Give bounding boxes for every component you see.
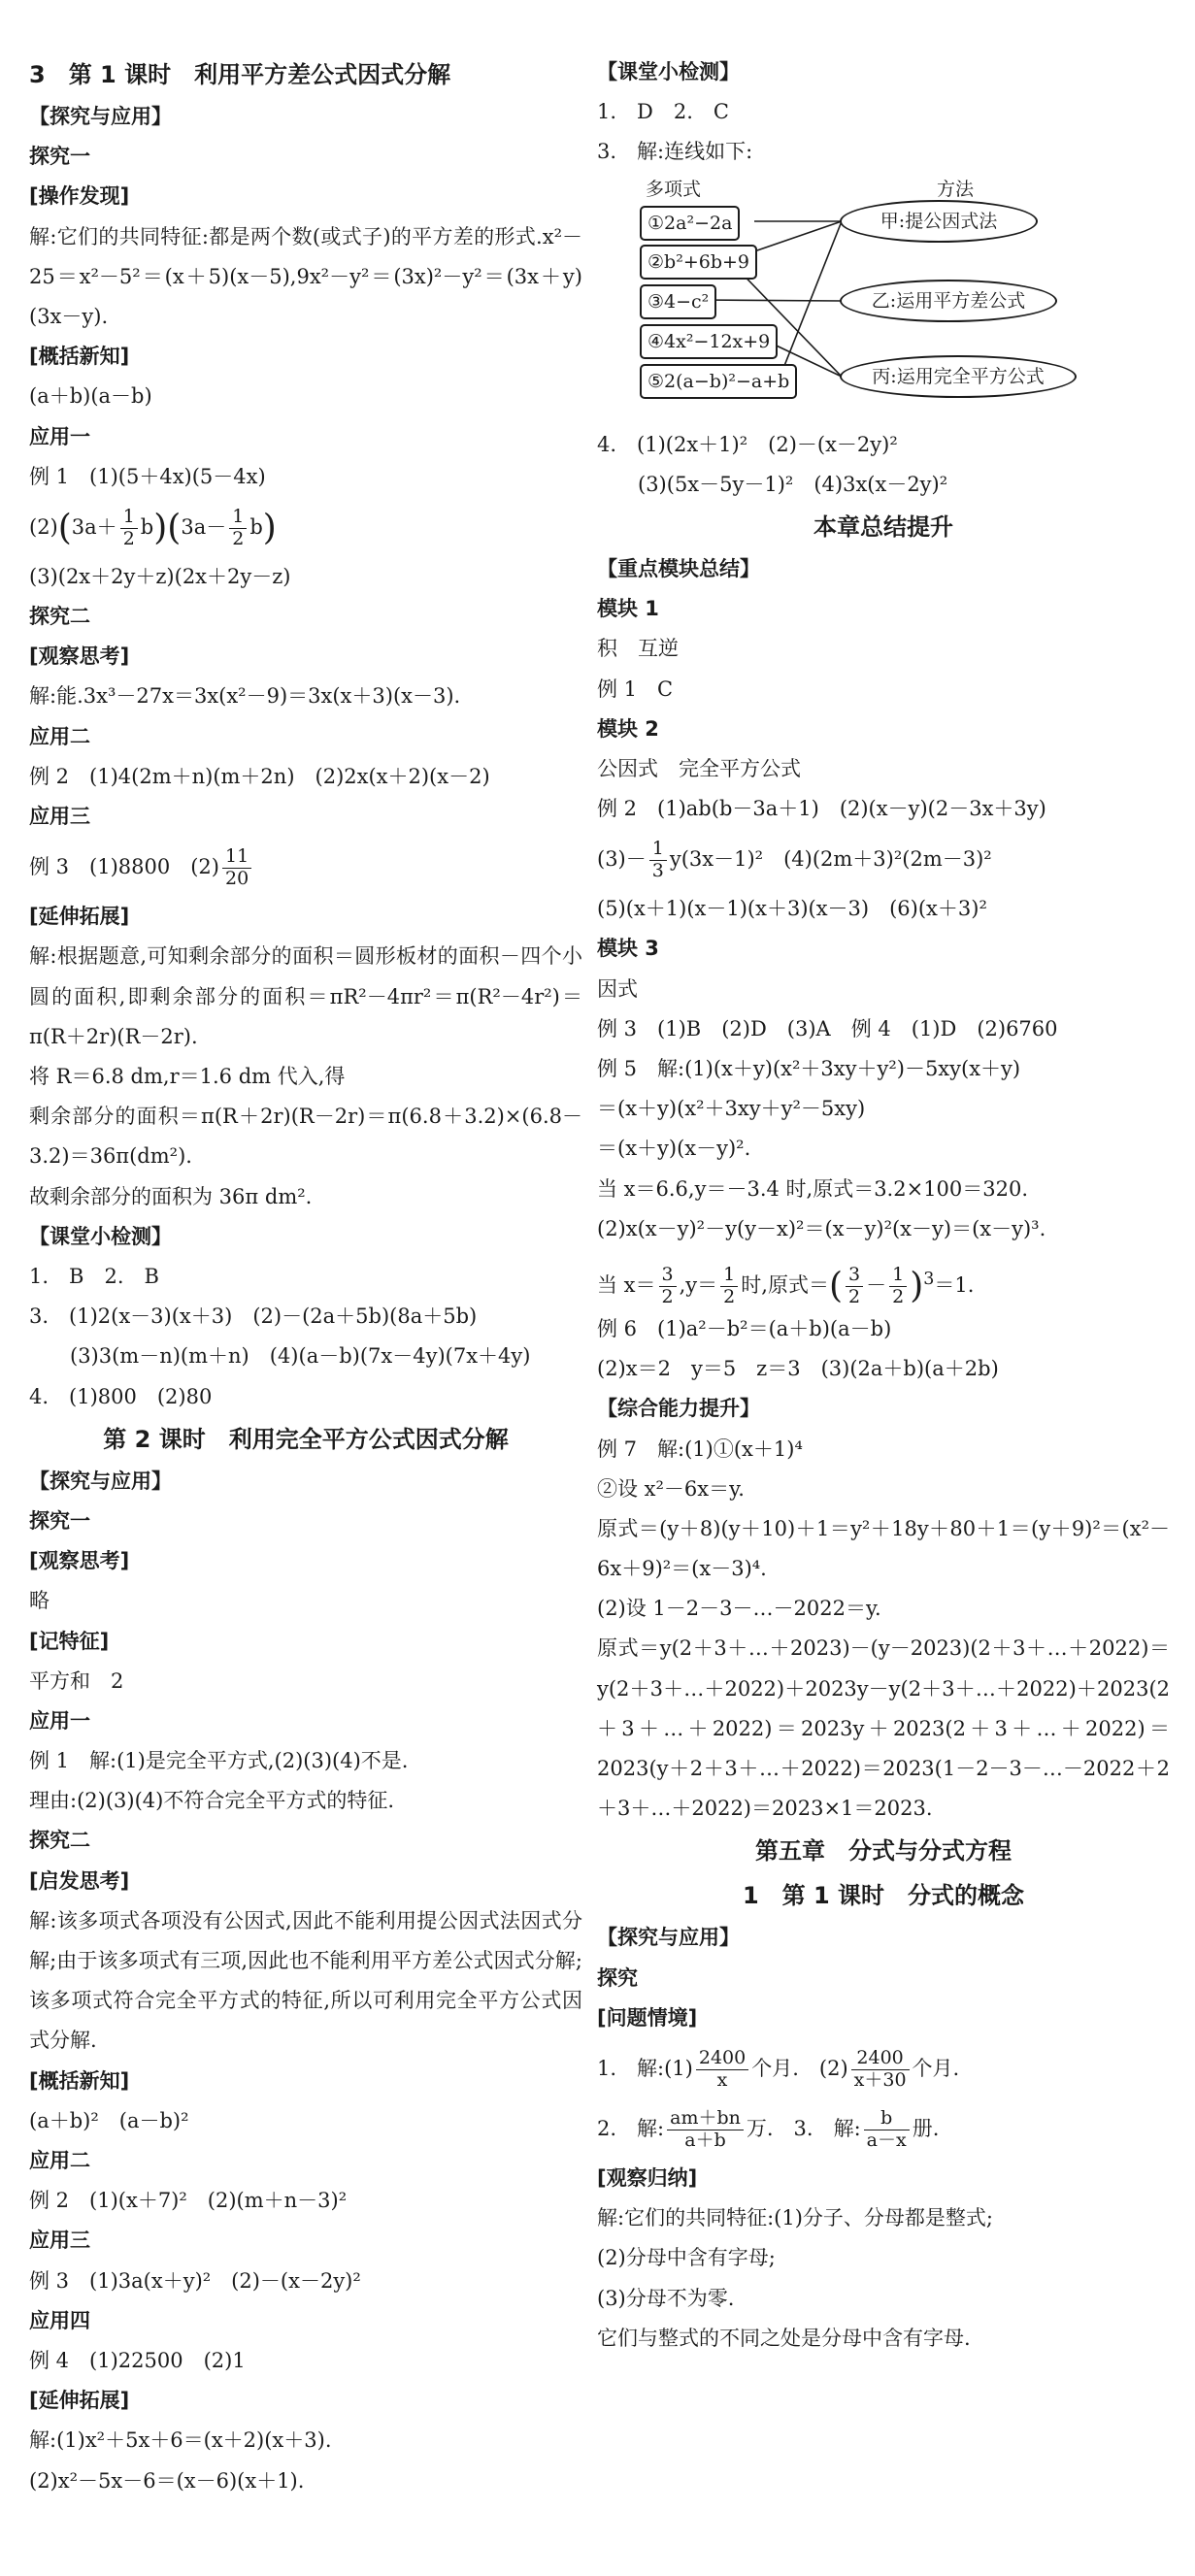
- answer-line: 4. (1)800 (2)80: [29, 1384, 213, 1408]
- fraction: $\frac{1}{2}$: [229, 507, 247, 550]
- answer-line: (2)分母中含有字母;: [597, 2246, 776, 2270]
- answer-line: 解:能.3x³－27x＝3x(x²－9)＝3x(x＋3)(x－3).: [29, 684, 461, 709]
- answer-line: 平方和 2: [29, 1668, 124, 1693]
- answer-line: 1. B 2. B: [29, 1265, 159, 1288]
- answer-line: 积 互逆: [597, 637, 679, 661]
- polynomial-header: 多项式: [646, 178, 702, 200]
- answer-line: 例 2 (1)(x＋7)² (2)(m＋n－3)²: [29, 2189, 348, 2213]
- answer-line: 例 2 (1)4(2m＋n)(m＋2n) (2)2x(x＋2)(x－2): [29, 764, 490, 788]
- answer-line: 例 4 (1)22500 (2)1: [29, 2348, 246, 2372]
- fraction-line: (3)－ $\frac{1}{3}$ y(3x－1)² (4)(2m＋3)²(2m－3)²: [597, 838, 992, 882]
- answer-line: 例 3 (1)B (2)D (3)A 例 4 (1)D (2)6760: [597, 1016, 1058, 1040]
- answer-line: (2)x(x－y)²－y(y－x)²＝(x－y)²(x－y)＝(x－y)³.: [597, 1216, 1046, 1240]
- subheading: 应用二: [29, 724, 90, 748]
- subheading: [观察思考]: [29, 1549, 130, 1573]
- fraction-line: 例 3 (1)8800 (2) $\frac{11}{20}$: [29, 837, 582, 897]
- fraction: $\frac{1}{3}$: [649, 839, 667, 882]
- answer-line: ②设 x²－6x＝y.: [597, 1476, 745, 1501]
- answer-line: (3)分母不为零.: [597, 2286, 735, 2310]
- subheading: 探究一: [29, 1508, 90, 1533]
- subheading: 应用二: [29, 2149, 90, 2172]
- answer-line: 1. D 2. C: [597, 100, 729, 124]
- answer-line: 将 R＝6.8 dm,r＝1.6 dm 代入,得: [29, 1065, 346, 1089]
- subheading: 模块 1: [597, 597, 659, 621]
- answer-line: (a＋b)² (a－b)²: [29, 2108, 189, 2132]
- answer-paragraph: 解:它们的共同特征:都是两个数(或式子)的平方差的形式.x²－25＝x²－5²＝(x＋5)(x－5),9x²－y²＝(3x)²－y²＝(3x＋y)(3x－y).: [29, 224, 582, 328]
- answer-line: 当 x＝6.6,y＝－3.4 时,原式＝3.2×100＝320.: [597, 1176, 1029, 1201]
- polynomial-box: ②b²+6b+9: [640, 245, 757, 280]
- subheading: [概括新知]: [29, 345, 130, 369]
- answer-line: ＝(x＋y)(x²＋3xy＋y²－5xy): [597, 1097, 866, 1121]
- fraction: $\frac{11}{20}$: [222, 846, 251, 890]
- subheading: [启发思考]: [29, 1868, 130, 1893]
- left-column: [29, 52, 582, 2501]
- subheading: 模块 3: [597, 937, 659, 961]
- answer-line: 例 5 解:(1)(x＋y)(x²＋3xy＋y²)－5xy(x＋y): [597, 1057, 1021, 1080]
- chapter-title: 第五章 分式与分式方程: [755, 1837, 1012, 1866]
- subheading: [操作发现]: [29, 184, 130, 209]
- answer-line: 公因式 完全平方公式: [597, 756, 801, 780]
- subheading: [概括新知]: [29, 2068, 130, 2093]
- subheading: [延伸拓展]: [29, 905, 130, 929]
- subheading: [延伸拓展]: [29, 2389, 130, 2413]
- answer-line: 故剩余部分的面积为 36π dm².: [29, 1184, 313, 1208]
- subheading: 应用三: [29, 2229, 90, 2253]
- fraction: $\frac{b}{a-x}$: [864, 2108, 910, 2152]
- polynomial-box: ①2a²−2a: [640, 206, 740, 241]
- subheading: [观察归纳]: [597, 2166, 698, 2191]
- lesson-title: 3 第 1 课时 利用平方差公式因式分解: [29, 61, 451, 88]
- chapter-summary-title: 本章总结提升: [813, 512, 953, 541]
- answer-line: ＝(x＋y)(x－y)².: [597, 1137, 751, 1161]
- subheading: [问题情境]: [597, 2005, 698, 2030]
- section-heading: 【课堂小检测】: [29, 1224, 172, 1248]
- subheading: 探究: [597, 1965, 638, 1990]
- matching-diagram: [597, 173, 1141, 425]
- subheading: 应用一: [29, 1708, 90, 1733]
- answer-line: 解:(1)x²＋5x＋6＝(x＋2)(x＋3).: [29, 2428, 332, 2453]
- polynomial-box: ⑤2(a−b)²−a+b: [640, 364, 797, 399]
- fraction: $\frac{3}{2}$: [659, 1265, 677, 1308]
- subheading: 应用一: [29, 424, 90, 448]
- answer-paragraph: 原式＝(y＋8)(y＋10)＋1＝y²＋18y＋80＋1＝(y＋9)²＝(x²－6x＋9)²＝(x－3)⁴.: [597, 1516, 1170, 1581]
- polynomial-box: ④4x²−12x+9: [640, 324, 778, 359]
- answer-paragraph: 解:该多项式各项没有公因式,因此不能利用提公因式法因式分解;由于该多项式有三项,因此也不能利用平方差公式因式分解;该多项式符合完全平方式的特征,所以可利用完全平方公式因式分解.: [29, 1908, 582, 2053]
- answer-line: (3)(2x＋2y＋z)(2x＋2y－z): [29, 564, 291, 588]
- section-heading: 【课堂小检测】: [597, 60, 740, 83]
- section-heading: 【探究与应用】: [29, 105, 172, 128]
- fraction: $\frac{am+bn}{a+b}$: [667, 2108, 744, 2152]
- answer-line: 理由:(2)(3)(4)不符合完全平方式的特征.: [29, 1789, 394, 1813]
- section-heading: 【探究与应用】: [597, 1926, 740, 1950]
- right-column: [597, 52, 1170, 2359]
- lesson-title: 第 2 课时 利用完全平方公式因式分解: [103, 1425, 509, 1453]
- answer-line: 例 2 (1)ab(b－3a＋1) (2)(x－y)(2－3x＋3y): [597, 797, 1046, 821]
- answer-line: 4. (1)(2x＋1)² (2)－(x－2y)²: [597, 432, 898, 456]
- answer-line: 3. (1)2(x－3)(x＋3) (2)－(2a＋5b)(8a＋5b): [29, 1305, 478, 1329]
- lesson-title: 1 第 1 课时 分式的概念: [742, 1882, 1025, 1910]
- fraction-line: 当 x＝ $\frac{3}{2}$ ,y＝ $\frac{1}{2}$ 时,原式＝( $\frac{3}{2}$ － $\frac{1}{2}$ )$^3$＝1.: [597, 1264, 975, 1307]
- answer-line: (a＋b)(a－b): [29, 384, 152, 409]
- fraction-line: (2)(3a＋ $\frac{1}{2}$ b)(3a－ $\frac{1}{2}$ b): [29, 506, 277, 549]
- answer-paragraph: 原式＝y(2＋3＋…＋2023)－(y－2023)(2＋3＋…＋2022)＝y(2＋3＋…＋2022)＋2023y－y(2＋3＋…＋2022)＋2023(2＋3＋…＋2022)＝2023y＋2023(2＋3＋…＋2022)＝2023(y＋2＋3＋…＋2022)＝2023(1－2－3－…－2022＋2＋3＋…＋2022)＝2023×1＝2023.: [597, 1636, 1170, 1821]
- answer-line: 例 6 (1)a²－b²＝(a＋b)(a－b): [597, 1316, 892, 1340]
- answer-line: 它们与整式的不同之处是分母中含有字母.: [597, 2326, 971, 2350]
- method-oval: 乙:运用平方差公式: [840, 280, 1057, 322]
- fraction: $\frac{1}{2}$: [889, 1265, 907, 1308]
- answer-line: 因式: [597, 976, 638, 1001]
- method-oval: 甲:提公因式法: [840, 200, 1038, 243]
- section-heading: 【重点模块总结】: [597, 556, 760, 580]
- subheading: 探究二: [29, 1829, 90, 1853]
- fraction-line: 1. 解:(1) $\frac{2400}{x}$ 个月. (2) $\frac{2400}{x+30}$ 个月.: [597, 2047, 960, 2092]
- answer-line: 3. 解:连线如下:: [597, 140, 753, 164]
- answer-line: (3)3(m－n)(m＋n) (4)(a－b)(7x－4y)(7x＋4y): [29, 1344, 531, 1369]
- answer-paragraph: 解:根据题意,可知剩余部分的面积＝圆形板材的面积－四个小圆的面积,即剩余部分的面积＝πR²－4πr²＝π(R²－4r²)＝π(R＋2r)(R－2r).: [29, 944, 582, 1048]
- method-header: 方法: [937, 178, 975, 200]
- answer-line: (2)x＝2 y＝5 z＝3 (3)(2a＋b)(a＋2b): [597, 1357, 999, 1381]
- subheading: 应用四: [29, 2308, 90, 2332]
- answer-line: (5)(x＋1)(x－1)(x＋3)(x－3) (6)(x＋3)²: [597, 897, 987, 921]
- answer-line: (2)x²－5x－6＝(x－6)(x＋1).: [29, 2468, 305, 2493]
- polynomial-box: ③4−c²: [640, 284, 716, 319]
- answer-line: 解:它们的共同特征:(1)分子、分母都是整式;: [597, 2206, 993, 2230]
- method-oval: 丙:运用完全平方公式: [840, 355, 1077, 398]
- fraction: $\frac{3}{2}$: [846, 1265, 863, 1308]
- fraction: $\frac{1}{2}$: [720, 1265, 738, 1308]
- answer-line: 例 1 (1)(5＋4x)(5－4x): [29, 464, 266, 488]
- answer-line: 略: [29, 1589, 50, 1613]
- answer-paragraph: 剩余部分的面积＝π(R＋2r)(R－2r)＝π(6.8＋3.2)×(6.8－3.2)＝36π(dm²).: [29, 1105, 582, 1169]
- answer-line: (3)(5x－5y－1)² (4)3x(x－2y)²: [597, 472, 948, 496]
- answer-line: 例 1 解:(1)是完全平方式,(2)(3)(4)不是.: [29, 1749, 409, 1773]
- section-heading: 【综合能力提升】: [597, 1397, 760, 1421]
- subheading: [记特征]: [29, 1629, 110, 1653]
- answer-line: 例 3 (1)3a(x＋y)² (2)－(x－2y)²: [29, 2268, 361, 2293]
- subheading: 探究一: [29, 145, 90, 169]
- answer-line: (2)设 1－2－3－…－2022＝y.: [597, 1597, 881, 1621]
- answer-line: 例 1 C: [597, 677, 674, 701]
- fraction: $\frac{1}{2}$: [120, 507, 138, 550]
- fraction: $\frac{2400}{x}$: [696, 2048, 748, 2092]
- answer-line: 例 7 解:(1)①(x＋1)⁴: [597, 1437, 803, 1461]
- subheading: [观察思考]: [29, 644, 130, 669]
- subheading: 探究二: [29, 605, 90, 629]
- subheading: 模块 2: [597, 716, 659, 741]
- subheading: 应用三: [29, 805, 90, 829]
- fraction: $\frac{2400}{x+30}$: [851, 2048, 910, 2092]
- fraction-line: 2. 解: $\frac{am+bn}{a+b}$ 万. 3. 解: $\frac{b}{a-x}$ 册.: [597, 2107, 940, 2152]
- section-heading: 【探究与应用】: [29, 1469, 172, 1493]
